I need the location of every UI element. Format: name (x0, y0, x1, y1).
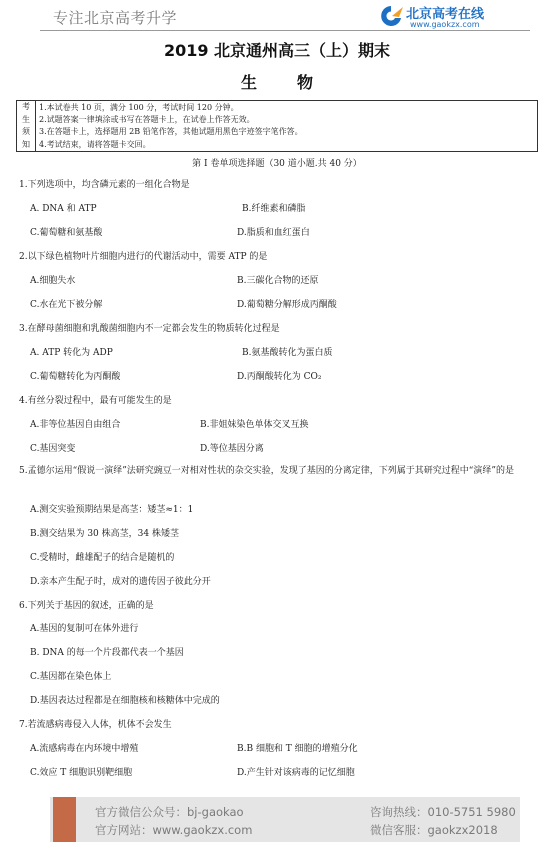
option-d: D.产生针对该病毒的记忆细胞 (237, 768, 355, 778)
notice-item: 2.试题答案一律填涂或书写在答题卡上，在试卷上作答无效。 (39, 115, 255, 125)
option-a: A. DNA 和 ATP (30, 204, 97, 214)
option-a: A. ATP 转化为 ADP (30, 348, 113, 358)
option-d: D.等位基因分离 (200, 444, 264, 454)
question-stem: 1.下列选项中，均含磷元素的一组化合物是 (19, 180, 190, 190)
question-stem: 7.若流感病毒侵入人体，机体不会发生 (19, 720, 172, 730)
logo-mark-icon (378, 4, 404, 28)
logo-name: 北京高考在线 (406, 7, 485, 22)
notice-item: 4.考试结束，请将答题卡交回。 (39, 139, 151, 149)
option-a: A.测交实验预期结果是高茎：矮茎≈1：1 (30, 505, 194, 515)
option-c: C.效应 T 细胞识别靶细胞 (30, 768, 133, 778)
option-b: B.B 细胞和 T 细胞的增殖分化 (237, 744, 358, 754)
question-stem: 3.在酵母菌细胞和乳酸菌细胞内不一定都会发生的物质转化过程是 (19, 324, 280, 334)
header-slogan: 专注北京高考升学 (53, 9, 178, 27)
option-a: A.非等位基因自由组合 (30, 420, 121, 430)
option-c: C.基因突变 (30, 444, 76, 454)
footer-website[interactable]: 官方网站：www.gaokzx.com (95, 823, 253, 837)
option-b: B.氨基酸转化为蛋白质 (242, 348, 333, 358)
option-a: A.流感病毒在内环境中增殖 (30, 744, 139, 754)
option-b: B.三碳化合物的还原 (237, 276, 319, 286)
notice-items (39, 102, 535, 151)
question-stem: 2.以下绿色植物叶片细胞内进行的代谢活动中，需要 ATP 的是 (19, 252, 268, 262)
exam-subject: 生物 (240, 73, 353, 92)
option-c: C.受精时，雌雄配子的结合是随机的 (30, 553, 175, 563)
header-divider (40, 30, 530, 31)
notice-label-char: 考 (22, 102, 30, 111)
question-stem: 5.孟德尔运用“假说一演绎”法研究豌豆一对相对性状的杂交实验，发现了基因的分离定律，下列属于其研究过程中“演绎”的是 (19, 466, 514, 476)
site-logo[interactable] (378, 2, 528, 32)
option-d: D.脂质和血红蛋白 (237, 228, 310, 238)
footer-service: 微信客服：gaokzx2018 (370, 823, 498, 837)
notice-item: 3.在答题卡上，选择题用 2B 铅笔作答，其他试题用黑色字迹签字笔作答。 (39, 127, 303, 137)
footer-hotline: 咨询热线：010-5751 5980 (370, 805, 516, 819)
section-title: 第 I 卷单项选择题（30 道小题.共 40 分） (192, 159, 362, 169)
notice-item: 1.本试卷共 10 页，满分 100 分，考试时间 120 分钟。 (39, 103, 239, 112)
option-c: C.葡萄糖和氨基酸 (30, 228, 103, 238)
logo-url: www.gaokzx.com (410, 20, 480, 29)
option-d: D.葡萄糖分解形成丙酮酸 (237, 300, 337, 310)
notice-label (17, 101, 36, 151)
notice-label-char: 须 (22, 127, 30, 136)
option-d: D.丙酮酸转化为 CO₂ (237, 372, 322, 382)
option-c: C.葡萄糖转化为丙酮酸 (30, 372, 121, 382)
option-d: D.基因表达过程都是在细胞核和核糖体中完成的 (30, 696, 220, 706)
footer-wechat: 官方微信公众号：bj-gaokao (95, 805, 244, 819)
option-b: B.测交结果为 30 株高茎，34 株矮茎 (30, 529, 179, 539)
option-d: D.亲本产生配子时，成对的遗传因子彼此分开 (30, 577, 211, 587)
notice-label-char: 知 (22, 139, 30, 149)
footer-accent-bar (53, 797, 76, 842)
option-a: A.细胞失水 (30, 276, 76, 286)
option-b: B.纤维素和磷脂 (242, 204, 306, 214)
question-stem: 6.下列关于基因的叙述，正确的是 (19, 601, 154, 611)
question-stem: 4.有丝分裂过程中，最有可能发生的是 (19, 396, 172, 406)
option-a: A.基因的复制可在体外进行 (30, 624, 139, 634)
notice-label-char: 生 (22, 114, 30, 124)
option-b: B. DNA 的每一个片段都代表一个基因 (30, 648, 184, 658)
option-b: B.非姐妹染色单体交叉互换 (200, 420, 309, 430)
exam-title: 2019 北京通州高三（上）期末 (163, 41, 391, 60)
option-c: C.水在光下被分解 (30, 300, 103, 310)
candidate-notice-box (16, 100, 538, 152)
option-c: C.基因都在染色体上 (30, 672, 112, 682)
